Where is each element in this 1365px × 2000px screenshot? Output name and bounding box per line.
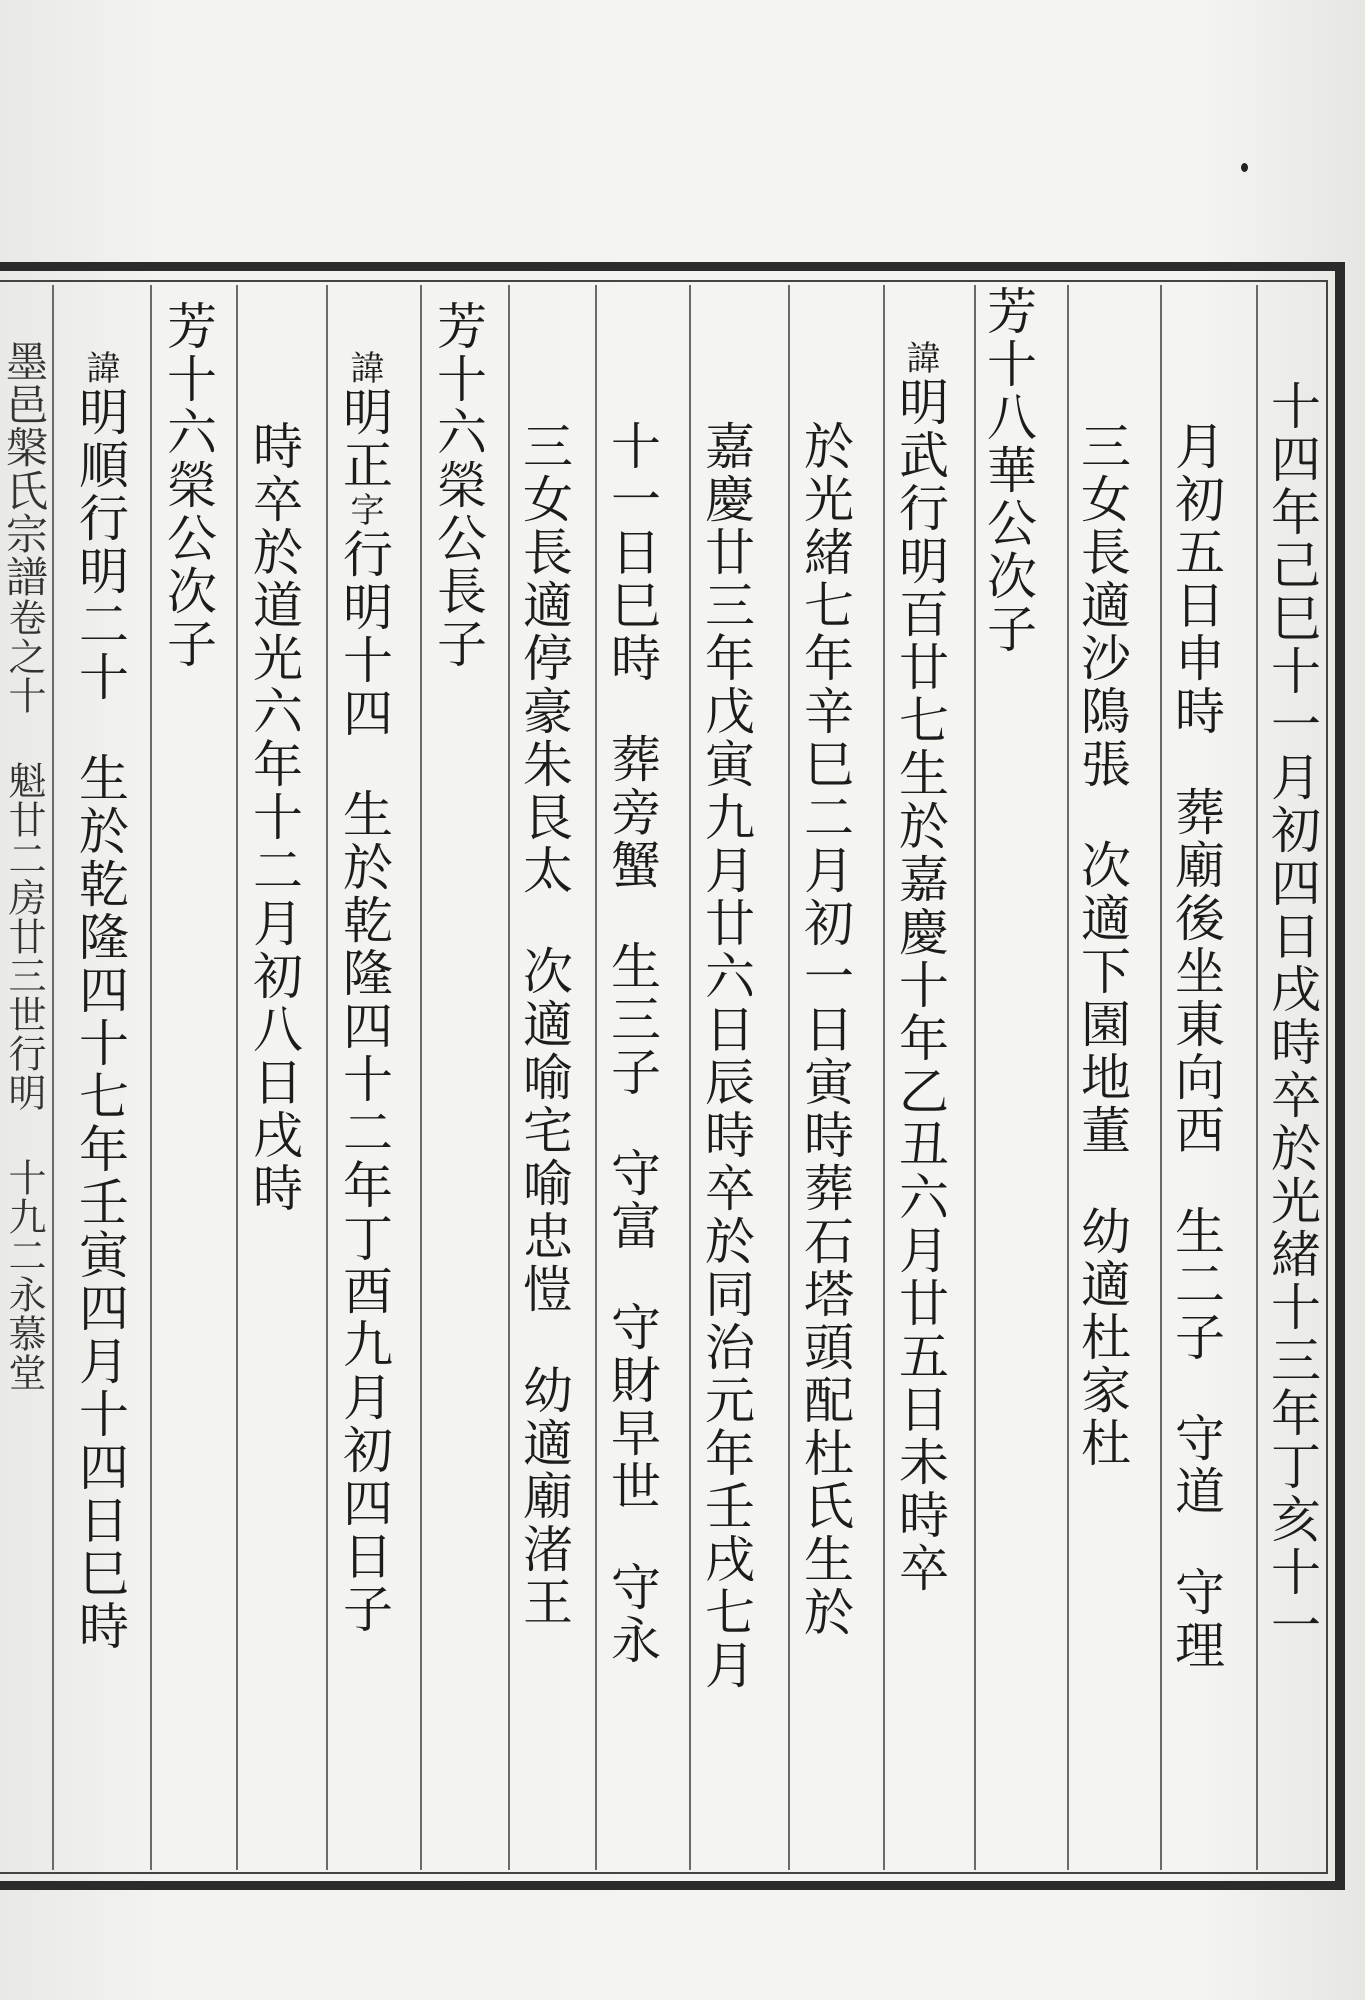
- column-rule: [883, 285, 885, 1870]
- lineage-heading: 芳十八華公次子: [979, 285, 1037, 656]
- son-name: 守道: [1167, 1412, 1225, 1518]
- text-column-7: [696, 420, 756, 1692]
- book-title: 墨邑槃氏宗譜: [0, 340, 49, 598]
- zi-marker: 字: [344, 492, 384, 528]
- birth-text: 月初五日申時: [1167, 420, 1225, 738]
- page-number: 十九: [2, 1158, 46, 1236]
- column-text: 嘉慶廿三年戊寅九月廿六日辰時卒於同治元年壬戌七月: [697, 420, 755, 1692]
- daughter-text: 三女長適沙隝張: [1073, 420, 1131, 791]
- text-column-6: [795, 420, 855, 1639]
- text-column-1: [1262, 380, 1322, 1652]
- text-column-12: [244, 420, 304, 1215]
- date-text: 十一日巳時: [603, 420, 661, 685]
- hui-marker: 諱: [344, 350, 384, 386]
- lineage-heading: 芳十六榮公次子: [159, 300, 217, 671]
- hall-name: 二永慕堂: [2, 1236, 46, 1392]
- column-rule: [1067, 285, 1069, 1870]
- burial-text: 葬廟後坐東向西: [1167, 786, 1225, 1157]
- burial-text: 葬旁蟹: [603, 733, 661, 892]
- son-name: 守理: [1167, 1566, 1225, 1672]
- given-name: 明順行明二十: [71, 386, 129, 704]
- column-rule: [236, 285, 238, 1870]
- text-column-9: [514, 420, 574, 1629]
- son-name: 守財早世: [603, 1301, 661, 1513]
- section-label: 魁廿二房廿三世行明: [2, 761, 46, 1112]
- column-rule: [52, 285, 54, 1870]
- daughter-text: 次適下園地董: [1073, 839, 1131, 1157]
- column-text: 時卒於道光六年十二月初八日戌時: [245, 420, 303, 1215]
- text-column-4: [978, 285, 1038, 656]
- column-rule: [974, 285, 976, 1870]
- daughter-text: 幼適杜家杜: [1073, 1205, 1131, 1470]
- daughter-text: 幼適廟渚王: [515, 1364, 573, 1629]
- lineage-heading: 芳十六榮公長子: [429, 300, 487, 671]
- column-text: 於光緒七年辛巳二月初一日寅時葬石塔頭配杜氏生於: [796, 420, 854, 1639]
- birth-text: 生於乾隆四十七年壬寅四月十四日巳時: [71, 752, 129, 1653]
- hui-marker: 諱: [900, 340, 940, 376]
- column-rule: [595, 285, 597, 1870]
- column-rule: [326, 285, 328, 1870]
- column-rule: [1160, 285, 1162, 1870]
- column-rule: [508, 285, 510, 1870]
- hui-marker: 諱: [80, 350, 120, 386]
- given-name: 明正: [335, 386, 393, 492]
- son-name: 守富: [603, 1147, 661, 1253]
- volume-label: 卷之十: [2, 598, 46, 715]
- sons-text: 生三子: [603, 940, 661, 1099]
- column-text: 十四年己巳十一月初四日戌時卒於光緒十三年丁亥十一: [1263, 380, 1321, 1652]
- rank-text: 行明十四: [335, 528, 393, 740]
- column-rule: [689, 285, 691, 1870]
- birth-text: 生於乾隆四十二年丁酉九月初四日子: [335, 788, 393, 1636]
- daughter-text: 三女長適停豪朱艮太: [515, 420, 573, 897]
- son-name: 守永: [603, 1561, 661, 1667]
- column-rule: [150, 285, 152, 1870]
- text-column-3: [1072, 420, 1132, 1470]
- text-column-2: [1166, 420, 1226, 1672]
- text-column-5: [890, 340, 950, 1595]
- daughter-text: 次適喻宅喻忠愷: [515, 945, 573, 1316]
- ink-spot: [1241, 163, 1248, 172]
- sons-text: 生二子: [1167, 1205, 1225, 1364]
- text-column-10: [428, 300, 488, 671]
- text-column-13: [158, 300, 218, 671]
- text-column-8: [602, 420, 662, 1667]
- column-rule: [788, 285, 790, 1870]
- column-rule: [420, 285, 422, 1870]
- column-text: 明武行明百廿七生於嘉慶十年乙丑六月廿五日未時卒: [891, 376, 949, 1595]
- text-column-14: [70, 350, 130, 1653]
- text-column-11: [334, 350, 394, 1636]
- column-rule: [1256, 285, 1258, 1870]
- margin-column: [0, 340, 48, 1392]
